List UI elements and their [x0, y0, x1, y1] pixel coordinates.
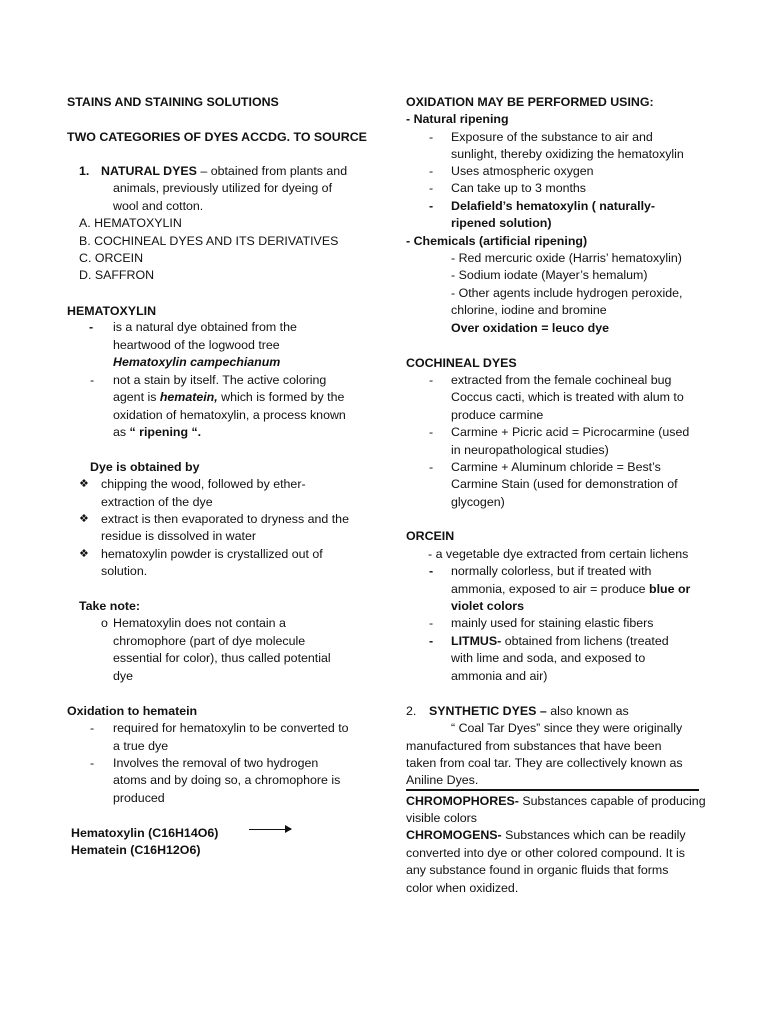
synthetic-l2: “ Coal Tar Dyes” since they were originally [451, 721, 683, 735]
section-divider [406, 789, 699, 791]
synthetic-label: SYNTHETIC DYES – [429, 704, 547, 718]
orcein-b1-2a: ammonia, exposed to air = produce [451, 582, 650, 596]
arrow-right-icon [249, 829, 291, 830]
orcein-intro: - a vegetable dye extracted from certain lichens [428, 547, 689, 561]
orcein-b1-3: violet colors [451, 599, 524, 613]
oxidation-methods-heading: OXIDATION MAY BE PERFORMED USING: [406, 95, 654, 109]
diamond-bullet-icon: ❖ [79, 478, 89, 490]
orcein-b3-1b: obtained from lichens (treated [501, 634, 669, 648]
dash-bullet: - [89, 320, 94, 334]
synthetic-l4: taken from coal tar. They are collectively known as [406, 756, 683, 770]
dash-bullet: - [90, 756, 95, 770]
nr-b4-1: Delafield’s hematoxylin ( naturally- [451, 199, 656, 213]
dye-list-item: B. COCHINEAL DYES AND ITS DERIVATIVES [79, 234, 339, 248]
dash-bullet: - [429, 616, 434, 630]
synthetic-line-1 [429, 703, 629, 720]
dash-bullet: - [429, 564, 434, 578]
natural-ripening-heading: - Natural ripening [406, 112, 509, 126]
cochineal-b3-2: Carmine Stain (used for demonstration of [451, 477, 678, 491]
obtained-i2-2: residue is dissolved in water [101, 529, 256, 543]
oxidation-heading: Oxidation to hematein [67, 704, 198, 718]
cochineal-b1-1: extracted from the female cochineal bug [451, 373, 672, 387]
hematoxylin-b2-1: not a stain by itself. The active coloring [113, 373, 327, 387]
cochineal-b2-2: in neuropathological studies) [451, 443, 609, 457]
dash-bullet: - [429, 130, 434, 144]
nr-b4-2: ripened solution) [451, 216, 552, 230]
hematoxylin-b1-2: heartwood of the logwood tree [113, 338, 280, 352]
cochineal-b1-3: produce carmine [451, 408, 544, 422]
hematoxylin-b2-2 [113, 389, 344, 406]
obtained-i3-2: solution. [101, 564, 148, 578]
cochineal-b3-1: Carmine + Aluminum chloride = Best’s [451, 460, 661, 474]
oxidation-b2-1: Involves the removal of two hydrogen [113, 756, 319, 770]
cochineal-heading: COCHINEAL DYES [406, 356, 517, 370]
hematoxylin-b2-4 [113, 424, 201, 441]
synthetic-number: 2. [406, 704, 417, 718]
diamond-bullet-icon: ❖ [79, 513, 89, 525]
hematoxylin-heading: HEMATOXYLIN [67, 304, 157, 318]
cochineal-b2-1: Carmine + Picric acid = Picrocarmine (used [451, 425, 690, 439]
chemicals-heading: - Chemicals (artificial ripening) [406, 234, 588, 248]
synthetic-l1: also known as [546, 704, 629, 718]
dye-list-item: D. SAFFRON [79, 268, 155, 282]
orcein-b2: mainly used for staining elastic fibers [451, 616, 654, 630]
oxidation-b2-3: produced [113, 791, 165, 805]
nr-b2: Uses atmospheric oxygen [451, 164, 594, 178]
take-note-heading: Take note: [79, 599, 141, 613]
natural-dyes-desc-3: wool and cotton. [113, 199, 204, 213]
orcein-b1-1: normally colorless, but if treated with [451, 564, 652, 578]
take-note-3: essential for color), thus called potential [113, 651, 331, 665]
dash-bullet: - [429, 199, 434, 213]
take-note-4: dye [113, 669, 133, 683]
orcein-b3-3: ammonia and air) [451, 669, 548, 683]
dash-bullet: - [429, 181, 434, 195]
hematoxylin-b2-2a: agent is [113, 390, 160, 404]
chromogens-line [406, 827, 686, 844]
over-oxidation: Over oxidation = leuco dye [451, 321, 610, 335]
take-note-marker: o [101, 616, 108, 630]
chromophores-1: Substances capable of producing [518, 794, 706, 808]
dash-bullet: - [429, 373, 434, 387]
natural-dyes-desc-2: animals, previously utilized for dyeing of [113, 181, 333, 195]
natural-dyes-desc-1: – obtained from plants and [196, 164, 348, 178]
categories-heading: TWO CATEGORIES OF DYES ACCDG. TO SOURCE [67, 130, 367, 144]
cochineal-b3-3: glycogen) [451, 495, 505, 509]
obtained-i2-1: extract is then evaporated to dryness and the [101, 512, 349, 526]
hematoxylin-b2-4a: as [113, 425, 130, 439]
orcein-b3-1 [451, 633, 669, 650]
ripening-term: “ ripening “. [129, 425, 202, 439]
natural-dyes-line [101, 163, 347, 180]
oxidation-b1-1: required for hematoxylin to be converted to [113, 721, 349, 735]
oxidation-b1-2: a true dye [113, 739, 169, 753]
formula-hematein: Hematein (C16H12O6) [71, 843, 201, 857]
orcein-b1-2 [451, 581, 690, 598]
dye-list-item: C. ORCEIN [79, 251, 144, 265]
chromophores-line [406, 793, 706, 810]
obtained-i3-1: hematoxylin powder is crystallized out of [101, 547, 323, 561]
nr-b1-2: sunlight, thereby oxidizing the hematoxylin [451, 147, 684, 161]
dash-bullet: - [90, 373, 95, 387]
chromophores-2: visible colors [406, 811, 477, 825]
dash-bullet: - [429, 634, 434, 648]
take-note-1: Hematoxylin does not contain a [113, 616, 286, 630]
nr-b3: Can take up to 3 months [451, 181, 587, 195]
hematein-term: hematein, [159, 390, 218, 404]
orcein-b1-2b: blue or [649, 582, 691, 596]
chromophores-label: CHROMOPHORES- [406, 794, 519, 808]
hematoxylin-b1-1: is a natural dye obtained from the [113, 320, 297, 334]
chemicals-1: - Red mercuric oxide (Harris’ hematoxylin) [451, 251, 682, 265]
litmus-label: LITMUS- [451, 634, 502, 648]
chemicals-4: chlorine, iodine and bromine [451, 303, 607, 317]
formula-hematoxylin: Hematoxylin (C16H14O6) [71, 826, 219, 840]
synthetic-l5: Aniline Dyes. [406, 773, 479, 787]
chromogens-label: CHROMOGENS- [406, 828, 502, 842]
chromogens-3: any substance found in organic fluids that forms [406, 863, 669, 877]
natural-number: 1. [79, 164, 90, 178]
page-title: STAINS AND STAINING SOLUTIONS [67, 95, 279, 109]
orcein-b3-2: with lime and soda, and exposed to [451, 651, 646, 665]
chromogens-1: Substances which can be readily [501, 828, 686, 842]
dash-bullet: - [429, 460, 434, 474]
obtained-i1-1: chipping the wood, followed by ether- [101, 477, 306, 491]
hematoxylin-species: Hematoxylin campechianum [113, 355, 281, 369]
oxidation-b2-2: atoms and by doing so, a chromophore is [113, 773, 341, 787]
obtained-heading: Dye is obtained by [90, 460, 200, 474]
chemicals-2: - Sodium iodate (Mayer’s hemalum) [451, 268, 648, 282]
hematoxylin-b2-2c: which is formed by the [217, 390, 345, 404]
chemicals-3: - Other agents include hydrogen peroxide, [451, 286, 683, 300]
synthetic-l3: manufactured from substances that have been [406, 739, 662, 753]
obtained-i1-2: extraction of the dye [101, 495, 213, 509]
diamond-bullet-icon: ❖ [79, 548, 89, 560]
dash-bullet: - [90, 721, 95, 735]
hematoxylin-b2-3: oxidation of hematoxylin, a process known [113, 408, 346, 422]
natural-dyes-label: NATURAL DYES [101, 164, 197, 178]
chromogens-4: color when oxidized. [406, 881, 519, 895]
dye-list-item: A. HEMATOXYLIN [79, 216, 182, 230]
dash-bullet: - [429, 425, 434, 439]
cochineal-b1-2: Coccus cacti, which is treated with alum to [451, 390, 684, 404]
take-note-2: chromophore (part of dye molecule [113, 634, 306, 648]
orcein-heading: ORCEIN [406, 529, 455, 543]
chromogens-2: converted into dye or other colored compound. It is [406, 846, 685, 860]
dash-bullet: - [429, 164, 434, 178]
nr-b1-1: Exposure of the substance to air and [451, 130, 653, 144]
